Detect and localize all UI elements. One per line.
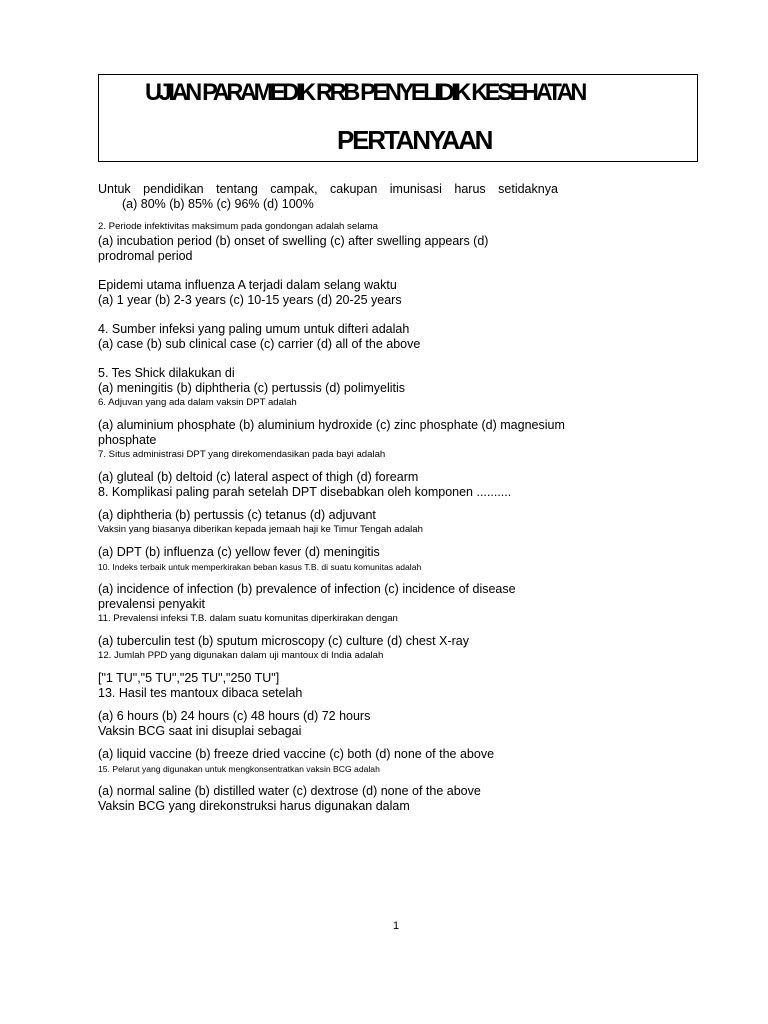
page-number: 1 (393, 920, 400, 932)
question-7-options: (a) gluteal (b) deltoid (c) lateral aspect of thigh (d) forearm (98, 470, 419, 484)
question-14-text: Vaksin BCG saat ini disuplai sebagai (98, 724, 302, 738)
question-13-options: (a) 6 hours (b) 24 hours (c) 48 hours (d) 72 hours (98, 709, 371, 723)
question-15-options: (a) normal saline (b) distilled water (c) dextrose (d) none of the above (98, 784, 481, 798)
question-2-options-line1: (a) incubation period (b) onset of swelling (c) after swelling appears (d) (98, 234, 489, 248)
question-2-text: 2. Periode infektivitas maksimum pada gondongan adalah selama (98, 221, 378, 232)
question-14-options: (a) liquid vaccine (b) freeze dried vaccine (c) both (d) none of the above (98, 747, 495, 761)
question-12-text: 12. Jumlah PPD yang digunakan dalam uji mantoux di India adalah (98, 650, 384, 661)
question-6-options-line1: (a) aluminium phosphate (b) aluminium hydroxide (c) zinc phosphate (d) magnesium (98, 418, 565, 432)
question-16-text: Vaksin BCG yang direkonstruksi harus digunakan dalam (98, 799, 410, 813)
question-1-text: Untuk pendidikan tentang campak, cakupan imunisasi harus setidaknya (98, 182, 558, 196)
question-15-text: 15. Pelarut yang digunakan untuk mengkonsentratkan vaksin BCG adalah (98, 764, 380, 774)
question-list (98, 182, 565, 814)
question-9-text: Vaksin yang biasanya diberikan kepada jemaah haji ke Timur Tengah adalah (98, 524, 423, 535)
question-5-text: 5. Tes Shick dilakukan di (98, 366, 235, 380)
question-3-options: (a) 1 year (b) 2-3 years (c) 10-15 years (d) 20-25 years (98, 293, 402, 307)
question-10-text: 10. Indeks terbaik untuk memperkirakan beban kasus T.B. di suatu komunitas adalah (98, 562, 422, 572)
question-11-text: 11. Prevalensi infeksi T.B. dalam suatu komunitas diperkirakan dengan (98, 613, 398, 624)
question-12-options: ["1 TU","5 TU","25 TU","250 TU"] (98, 671, 280, 685)
question-8-text: 8. Komplikasi paling parah setelah DPT disebabkan oleh komponen .......... (98, 485, 512, 499)
question-4-text: 4. Sumber infeksi yang paling umum untuk difteri adalah (98, 322, 410, 336)
question-6-options-line2: phosphate (98, 433, 157, 447)
document-title: UJIAN PARAMEDIK RRB PENYELIDIK KESEHATAN (145, 79, 585, 106)
question-5-options: (a) meningitis (b) diphtheria (c) pertussis (d) polimyelitis (98, 381, 406, 395)
question-7-text: 7. Situs administrasi DPT yang direkomendasikan pada bayi adalah (98, 449, 386, 460)
question-9-options: (a) DPT (b) influenza (c) yellow fever (d) meningitis (98, 545, 380, 559)
question-6-text: 6. Adjuvan yang ada dalam vaksin DPT adalah (98, 397, 297, 408)
question-1-options: (a) 80% (b) 85% (c) 96% (d) 100% (122, 197, 314, 211)
question-2-options-line2: prodromal period (98, 249, 193, 263)
question-13-text: 13. Hasil tes mantoux dibaca setelah (98, 686, 303, 700)
question-8-options: (a) diphtheria (b) pertussis (c) tetanus (d) adjuvant (98, 508, 376, 522)
question-4-options: (a) case (b) sub clinical case (c) carrier (d) all of the above (98, 337, 421, 351)
question-10-options-line1: (a) incidence of infection (b) prevalence of infection (c) incidence of disease (98, 582, 516, 596)
header-box (98, 74, 698, 162)
question-11-options: (a) tuberculin test (b) sputum microscopy (c) culture (d) chest X-ray (98, 634, 469, 648)
question-10-options-line2: prevalensi penyakit (98, 597, 206, 611)
document-subtitle: PERTANYAAN (337, 125, 492, 155)
question-3-text: Epidemi utama influenza A terjadi dalam selang waktu (98, 278, 397, 292)
